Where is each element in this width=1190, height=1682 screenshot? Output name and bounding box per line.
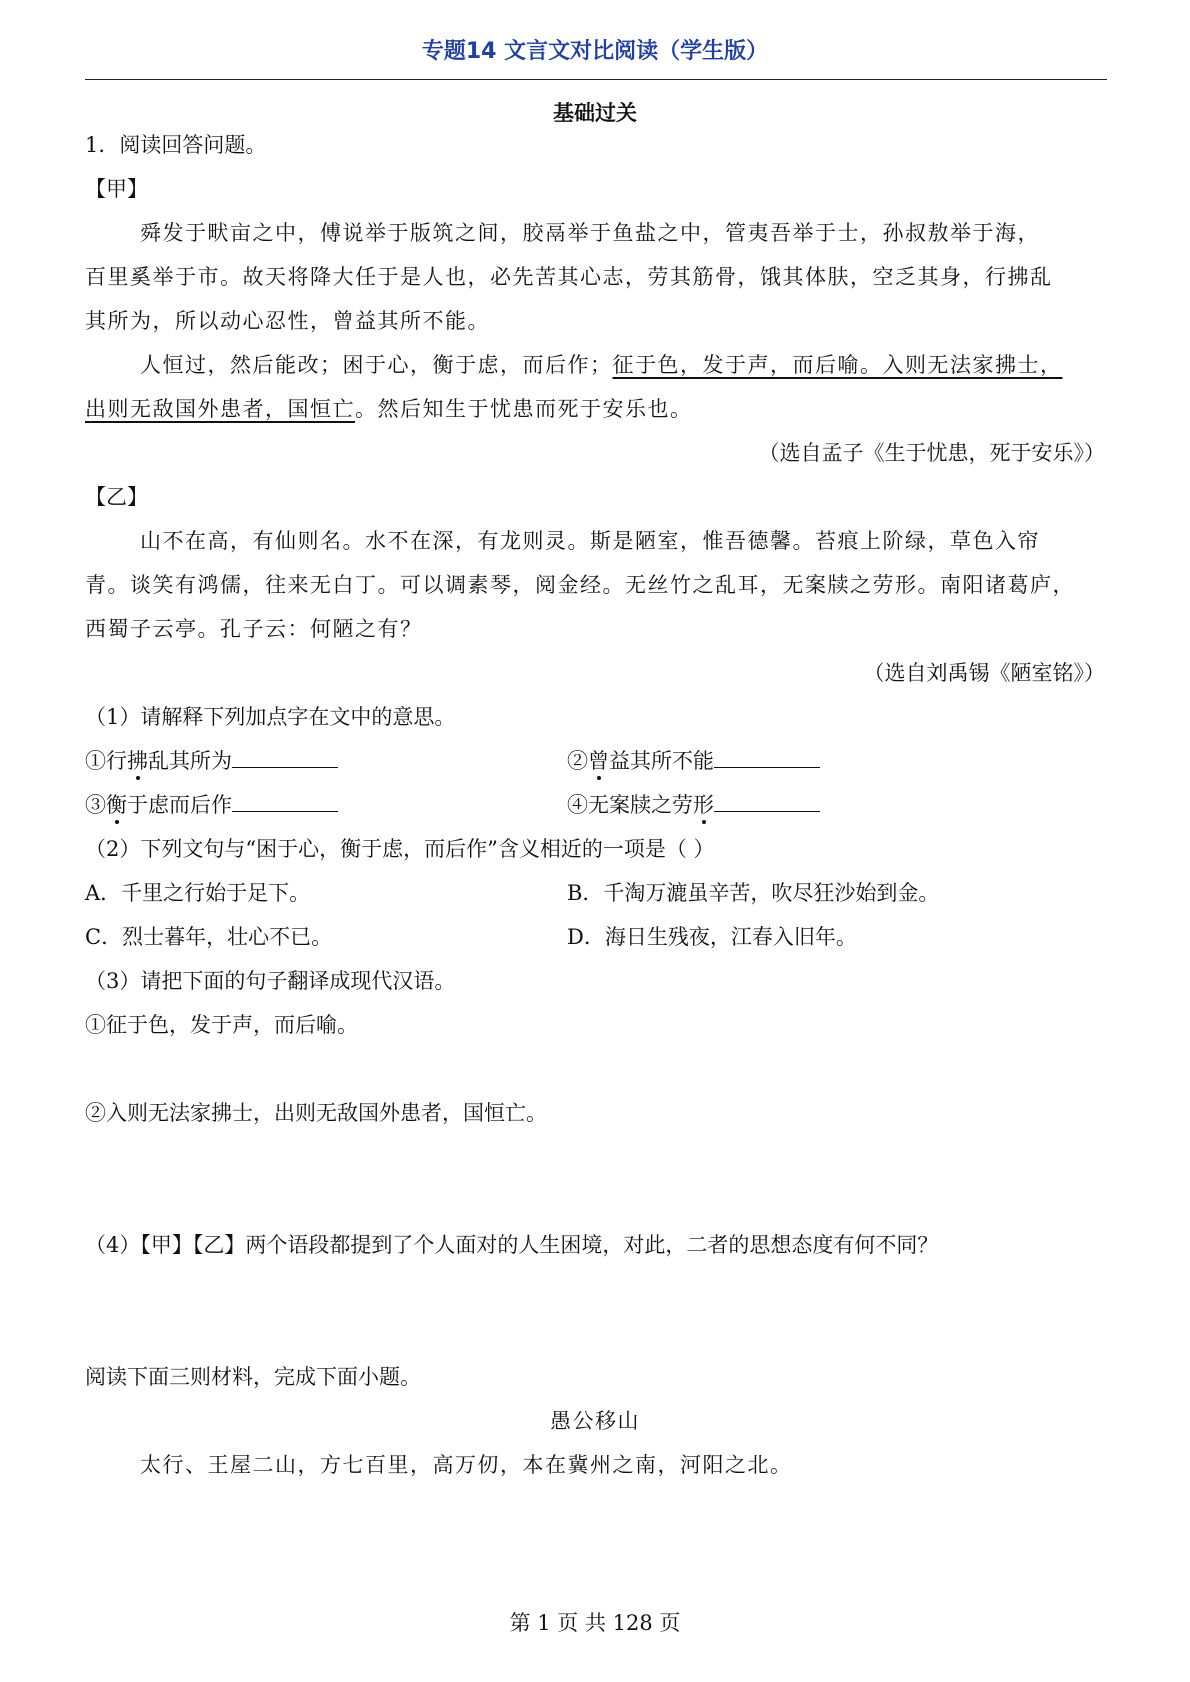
choice-option-a[interactable]: A．千里之行始于足下。 xyxy=(85,881,311,905)
passage-yi-label: 【乙】 xyxy=(85,485,148,509)
passage-jia-line xyxy=(85,394,693,424)
passage-yi-line: 山不在高，有仙则名。水不在深，有龙则灵。斯是陋室，惟吾德馨。苔痕上阶绿，草色入帘 xyxy=(140,529,1040,553)
header-divider xyxy=(85,79,1107,80)
choice-option-c[interactable]: C．烈士暮年，壮心不已。 xyxy=(85,925,333,949)
question-2-intro: 阅读下面三则材料，完成下面小题。 xyxy=(85,1365,421,1389)
passage-text: 。然后知生于忧患而死于安乐也。 xyxy=(355,397,693,421)
definition-item: ④无案牍之劳形 xyxy=(567,790,820,820)
dotted-char: 衡 xyxy=(106,793,127,817)
sub-question-4-prompt: （4）【甲】【乙】两个语段都提到了个人面对的人生困境，对此，二者的思想态度有何不同？ xyxy=(85,1233,939,1257)
answer-blank[interactable] xyxy=(714,791,820,812)
choice-option-b[interactable]: B．千淘万漉虽辛苦，吹尽狂沙始到金。 xyxy=(567,881,940,905)
sub-question-1-prompt: （1）请解释下列加点字在文中的意思。 xyxy=(85,705,456,729)
dotted-char: 拂 xyxy=(127,749,148,773)
dotted-char: 曾 xyxy=(588,749,609,773)
underlined-sentence: 征于色，发于声，而后喻。入则无法家拂士， xyxy=(612,353,1063,377)
definition-item: ③衡于虑而后作 xyxy=(85,790,338,820)
sub-question-2-prompt: （2）下列文句与“困于心，衡于虑，而后作”含义相近的一项是（ ） xyxy=(85,837,715,861)
sub-question-3-prompt: （3）请把下面的句子翻译成现代汉语。 xyxy=(85,969,456,993)
underlined-sentence: 出则无敌国外患者，国恒亡 xyxy=(85,397,355,421)
translate-sentence-2: ②入则无法家拂士，出则无敌国外患者，国恒亡。 xyxy=(85,1101,547,1125)
definition-item: ①行拂乱其所为 xyxy=(85,746,338,776)
answer-blank[interactable] xyxy=(714,747,820,768)
answer-blank[interactable] xyxy=(232,747,338,768)
definition-item: ②曾益其所不能 xyxy=(567,746,820,776)
passage-jia-line: 舜发于畎亩之中，傅说举于版筑之间，胶鬲举于鱼盐之中，管夷吾举于士，孙叔敖举于海， xyxy=(140,221,1040,245)
passage-yi-line: 西蜀子云亭。孔子云：何陋之有？ xyxy=(85,617,423,641)
passage-jia-line xyxy=(140,350,1063,380)
page-footer: 第 1 页 共 128 页 xyxy=(509,1611,681,1635)
passage-jia-source: （选自孟子《生于忧患，死于安乐》） xyxy=(758,441,1105,465)
choice-option-d[interactable]: D．海日生残夜，江春入旧年。 xyxy=(567,925,857,949)
question-1-intro: 1．阅读回答问题。 xyxy=(85,133,267,157)
section-title: 基础过关 xyxy=(553,101,637,125)
passage-jia-label: 【甲】 xyxy=(85,177,148,201)
translate-sentence-1: ①征于色，发于声，而后喻。 xyxy=(85,1013,358,1037)
passage-yi-line: 青。谈笑有鸿儒，往来无白丁。可以调素琴，阅金经。无丝竹之乱耳，无案牍之劳形。南阳诸葛庐， xyxy=(85,573,1075,597)
passage-jia-line: 百里奚举于市。故天将降大任于是人也，必先苦其心志，劳其筋骨，饿其体肤，空乏其身，行拂乱 xyxy=(85,265,1053,289)
passage-line: 太行、王屋二山，方七百里，高万仞，本在冀州之南，河阳之北。 xyxy=(140,1453,793,1477)
passage-jia-line: 其所为，所以动心忍性，曾益其所不能。 xyxy=(85,309,490,333)
passage-yi-source: （选自刘禹锡《陋室铭》） xyxy=(863,661,1105,685)
page-header-title: 专题14 文言文对比阅读（学生版） xyxy=(421,39,769,64)
answer-blank[interactable] xyxy=(232,791,338,812)
passage-title: 愚公移山 xyxy=(550,1409,640,1433)
dotted-char: 形 xyxy=(693,793,714,817)
passage-text: 人恒过，然后能改；困于心，衡于虑，而后作； xyxy=(140,353,613,377)
